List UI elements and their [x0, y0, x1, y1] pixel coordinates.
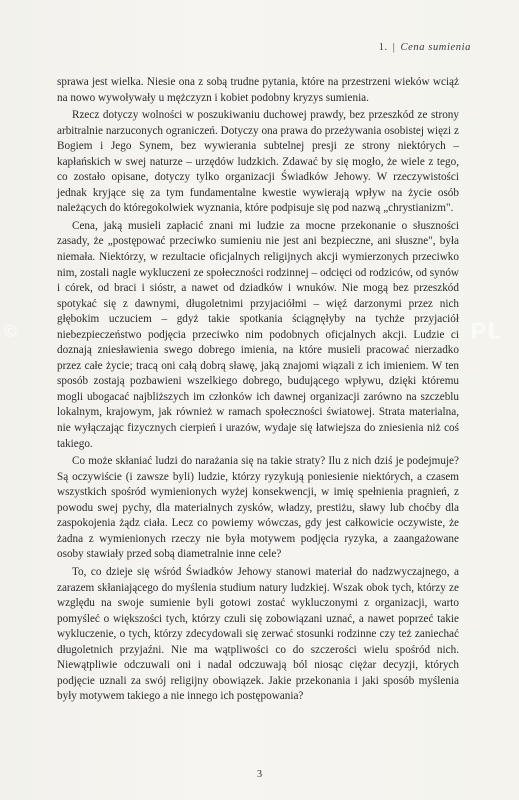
paragraph-3: Cena, jaką musieli zapłacić znani mi ludzie za mocne przekonanie o słuszności zasady, że „postępować przeciwko sumieniu nie jest ani bezpieczne, ani słuszne", była niemała. Niektórzy, w rezultacie oficjalnych religijnych akcji wymierzonych przeciwko nim, zostali nagle wykluczeni ze społeczności rodzinnej – odcięci od rodziców, od synów i córek, od braci i sióstr, a nawet od dziadków i wnuków. Nie mogą bez przeszkód spotykać się z dawnymi, długoletnimi przyjaciółmi – więź darzonymi przez nich głębokim uczuciem – gdyż takie spotkania ściągnęłyby na tychże przyjaciół niebezpieczeństwo podjęcia przeciwko nim podobnych oficjalnych akcji. Ludzie ci doznają zniesławienia swego dobrego imienia, na które musieli pracować nierzadko przez całe życie; tracą oni całą dobrą sławę, jaką znajomi wiązali z ich imieniem. W ten sposób zostają pozbawieni wszelkiego dobrego, budującego wpływu, dzięki któremu mogli ubogacać najbliższych im członków ich dawnej organizacji zarówno na szczeblu lokalnym, krajowym, jak również w ramach społeczności światowej. Strata materialna, nie wyłączając fizycznych cierpień i urazów, wydaje się łatwiejsza do zniesienia niż coś takiego.: [57, 219, 459, 450]
watermark-copyright: ©: [2, 322, 19, 342]
chapter-number: 1.: [378, 42, 388, 53]
body-text: [57, 75, 459, 707]
watermark-pl: PL: [470, 320, 503, 345]
page-number: 3: [256, 769, 263, 780]
paragraph-5: To, co dzieje się wśród Świadków Jehowy stanowi materiał do nadzwyczajnego, a zarazem skłaniającego do myślenia studium natury ludzkiej. Wszak obok tych, którzy ze względu na swoje sumienie byli gotowi zostać wykluczonymi z organizacji, warto pomyśleć o większości tych, którzy czuli się zobowiązani uznać, a nawet poprzeć takie wykluczenie, o tych, którzy zdecydowali się zerwać stosunki rodzinne czy też zaniechać długoletnich przyjaźni. Nie ma wątpliwości co do szczerości wielu spośród nich. Niewątpliwie odczuwali oni i nadal odczuwają ból niosąc ciężar decyzji, których podjęcie uznali za swój religijny obowiązek. Jakie przekonania i jaki sposób myślenia były motywem takiego a nie innego ich postępowania?: [57, 565, 459, 703]
paragraph-1: sprawa jest wielka. Niesie ona z sobą trudne pytania, które na przestrzeni wieków wciąż na nowo wywoływały u mężczyzn i kobiet podobny kryzys sumienia.: [57, 76, 459, 104]
chapter-title: Cena sumienia: [400, 42, 471, 53]
header-separator: |: [392, 42, 396, 53]
paragraph-4: Co może skłaniać ludzi do narażania się na takie straty? Ilu z nich dziś je podejmuje? Są oczywiście (i zawsze byli) ludzie, którzy ryzykują poniesienie niektórych, a czasem wszystkich spośród wymienionych wyżej konsekwencji, w imię spełnienia pragnień, z powodu swej pychy, dla materialnych zysków, władzy, prestiżu, sławy lub choćby dla zaspokojenia żądz ciała. Lecz co powiemy wówczas, gdy jest całkowicie oczywiste, że żadna z wymienionych rzeczy nie była motywem podjęcia ryzyka, a zaangażowane osoby stawiały przed sobą diametralnie inne cele?: [57, 455, 459, 561]
paragraph-2: Rzecz dotyczy wolności w poszukiwaniu duchowej prawdy, bez przeszkód ze strony arbitralnie narzuconych ograniczeń. Dotyczy ona prawa do przeżywania osobistej więzi z Bogiem i Jego Synem, bez wywierania subtelnej presji ze strony niektórych – kapłańskich w swej naturze – urzędów ludzkich. Zdawać by się mogło, że wiele z tego, co zostało opisane, dotyczy tylko organizacji Świadków Jehowy. W rzeczywistości jednak kryjące się za tym fundamentalne kwestie wywierają wpływ na życie osób należących do któregokolwiek wyznania, które podpisuje się pod nazwą „chrystianizm".: [57, 109, 459, 215]
running-header: [379, 42, 471, 53]
